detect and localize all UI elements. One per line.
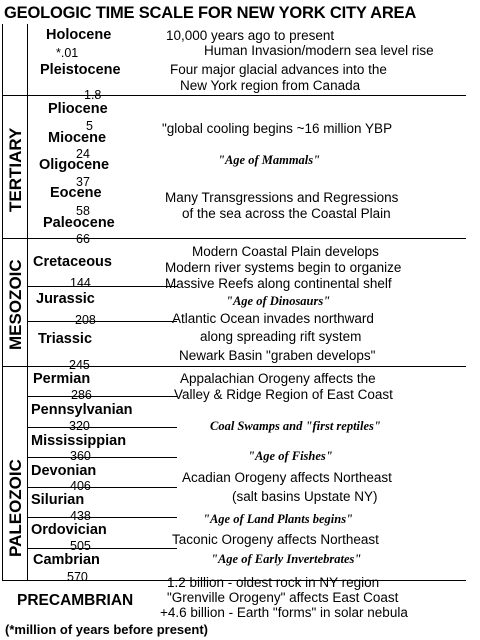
event-earth-forms: +4.6 billion - Earth "forms" in solar nebula (160, 605, 408, 620)
boundary-value-320: 320 (69, 419, 90, 433)
boundary-line-320 (27, 427, 177, 428)
event-massive-reefs: Massive Reefs along continental shelf (165, 276, 392, 291)
boundary-line-438 (27, 517, 177, 518)
boundary-line-286 (27, 396, 177, 397)
period-pleistocene: Pleistocene (40, 62, 121, 78)
boundary-value-208: 208 (75, 313, 96, 327)
period-holocene: Holocene (46, 27, 112, 43)
event-holocene-2: Human Invasion/modern sea level rise (204, 43, 434, 58)
era-label-paleozoic: PALEOZOIC (6, 459, 25, 557)
period-cretaceous: Cretaceous (33, 254, 112, 270)
period-ordovician: Ordovician (31, 522, 107, 538)
event-acadian-2: (salt basins Upstate NY) (232, 489, 378, 504)
event-coal-swamps: Coal Swamps and "first reptiles" (210, 419, 381, 433)
period-paleocene: Paleocene (43, 215, 115, 231)
period-oligocene: Oligocene (39, 157, 110, 173)
event-miocene-cooling: "global cooling begins ~16 million YBP (162, 121, 393, 136)
event-age-of-mammals: "Age of Mammals" (218, 153, 321, 167)
era-label-tertiary: TERTIARY (6, 127, 25, 212)
event-newark-basin: Newark Basin "graben develops" (179, 348, 376, 363)
event-holocene-1: 10,000 years ago to present (166, 28, 335, 43)
period-miocene: Miocene (48, 130, 107, 146)
event-age-of-dinosaurs: "Age of Dinosaurs" (226, 294, 331, 308)
event-coastal-plain: Modern Coastal Plain develops (192, 244, 379, 259)
period-pennsylvanian: Pennsylvanian (31, 402, 133, 418)
event-atlantic-ocean-2: along spreading rift system (200, 329, 362, 344)
boundary-line-1-8 (2, 95, 466, 96)
era-label-mesozoic: MESOZOIC (6, 259, 25, 350)
boundary-line-144 (27, 286, 177, 287)
event-pleistocene-1: Four major glacial advances into the (170, 62, 387, 77)
event-early-invertebrates: "Age of Early Invertebrates" (211, 552, 362, 566)
footnote: (*million of years before present) (5, 622, 208, 637)
event-taconic: Taconic Orogeny affects Northeast (172, 532, 379, 547)
period-pliocene: Pliocene (48, 101, 108, 117)
event-transgressions-1: Many Transgressions and Regressions (165, 190, 399, 205)
page-title: GEOLOGIC TIME SCALE FOR NEW YORK CITY AREA (4, 4, 417, 22)
boundary-value-24: 24 (76, 147, 90, 161)
boundary-value-37: 37 (76, 175, 90, 189)
boundary-value-286: 286 (71, 388, 92, 402)
period-devonian: Devonian (31, 463, 97, 479)
period-jurassic: Jurassic (36, 291, 95, 307)
period-permian: Permian (33, 371, 91, 387)
boundary-line-66 (2, 238, 466, 239)
era-column-divider (27, 24, 28, 580)
boundary-value-438: 438 (70, 509, 91, 523)
boundary-line-208 (27, 321, 177, 322)
event-age-of-fishes: "Age of Fishes" (248, 449, 333, 463)
boundary-line-406 (27, 487, 177, 488)
period-silurian: Silurian (31, 492, 85, 508)
event-pleistocene-2: New York region from Canada (180, 78, 361, 93)
boundary-line-505 (27, 548, 177, 549)
period-cambrian: Cambrian (33, 552, 100, 568)
boundary-value-58: 58 (76, 204, 90, 218)
boundary-value-505: 505 (70, 539, 91, 553)
event-river-systems: Modern river systems begin to organize (165, 260, 402, 275)
boundary-value-245: 245 (69, 358, 90, 372)
event-acadian-1: Acadian Orogeny affects Northeast (182, 470, 392, 485)
boundary-value-66: 66 (76, 232, 90, 246)
period-mississippian: Mississippian (31, 433, 127, 449)
boundary-value-360: 360 (70, 449, 91, 463)
period-eocene: Eocene (50, 185, 102, 201)
boundary-value-5: 5 (86, 119, 93, 133)
period-triassic: Triassic (38, 331, 93, 347)
event-grenville: "Grenville Orogeny" affects East Coast (167, 590, 399, 605)
event-land-plants: "Age of Land Plants begins" (203, 512, 353, 526)
event-appalachian-1: Appalachian Orogeny affects the (180, 371, 376, 386)
event-atlantic-ocean-1: Atlantic Ocean invades northward (172, 311, 374, 326)
boundary-line-360 (27, 457, 177, 458)
boundary-value-406: 406 (70, 479, 91, 493)
event-appalachian-2: Valley & Ridge Region of East Coast (174, 387, 393, 402)
event-oldest-rock: 1.2 billion - oldest rock in NY region (167, 575, 380, 590)
left-border-line (2, 24, 3, 580)
boundary-value-1-8: 1.8 (84, 88, 102, 102)
event-transgressions-2: of the sea across the Coastal Plain (182, 206, 391, 221)
era-label-precambrian: PRECAMBRIAN (17, 592, 134, 609)
boundary-value-144: 144 (70, 276, 91, 290)
boundary-value-570: 570 (67, 570, 88, 584)
boundary-value-001: *.01 (56, 46, 79, 60)
